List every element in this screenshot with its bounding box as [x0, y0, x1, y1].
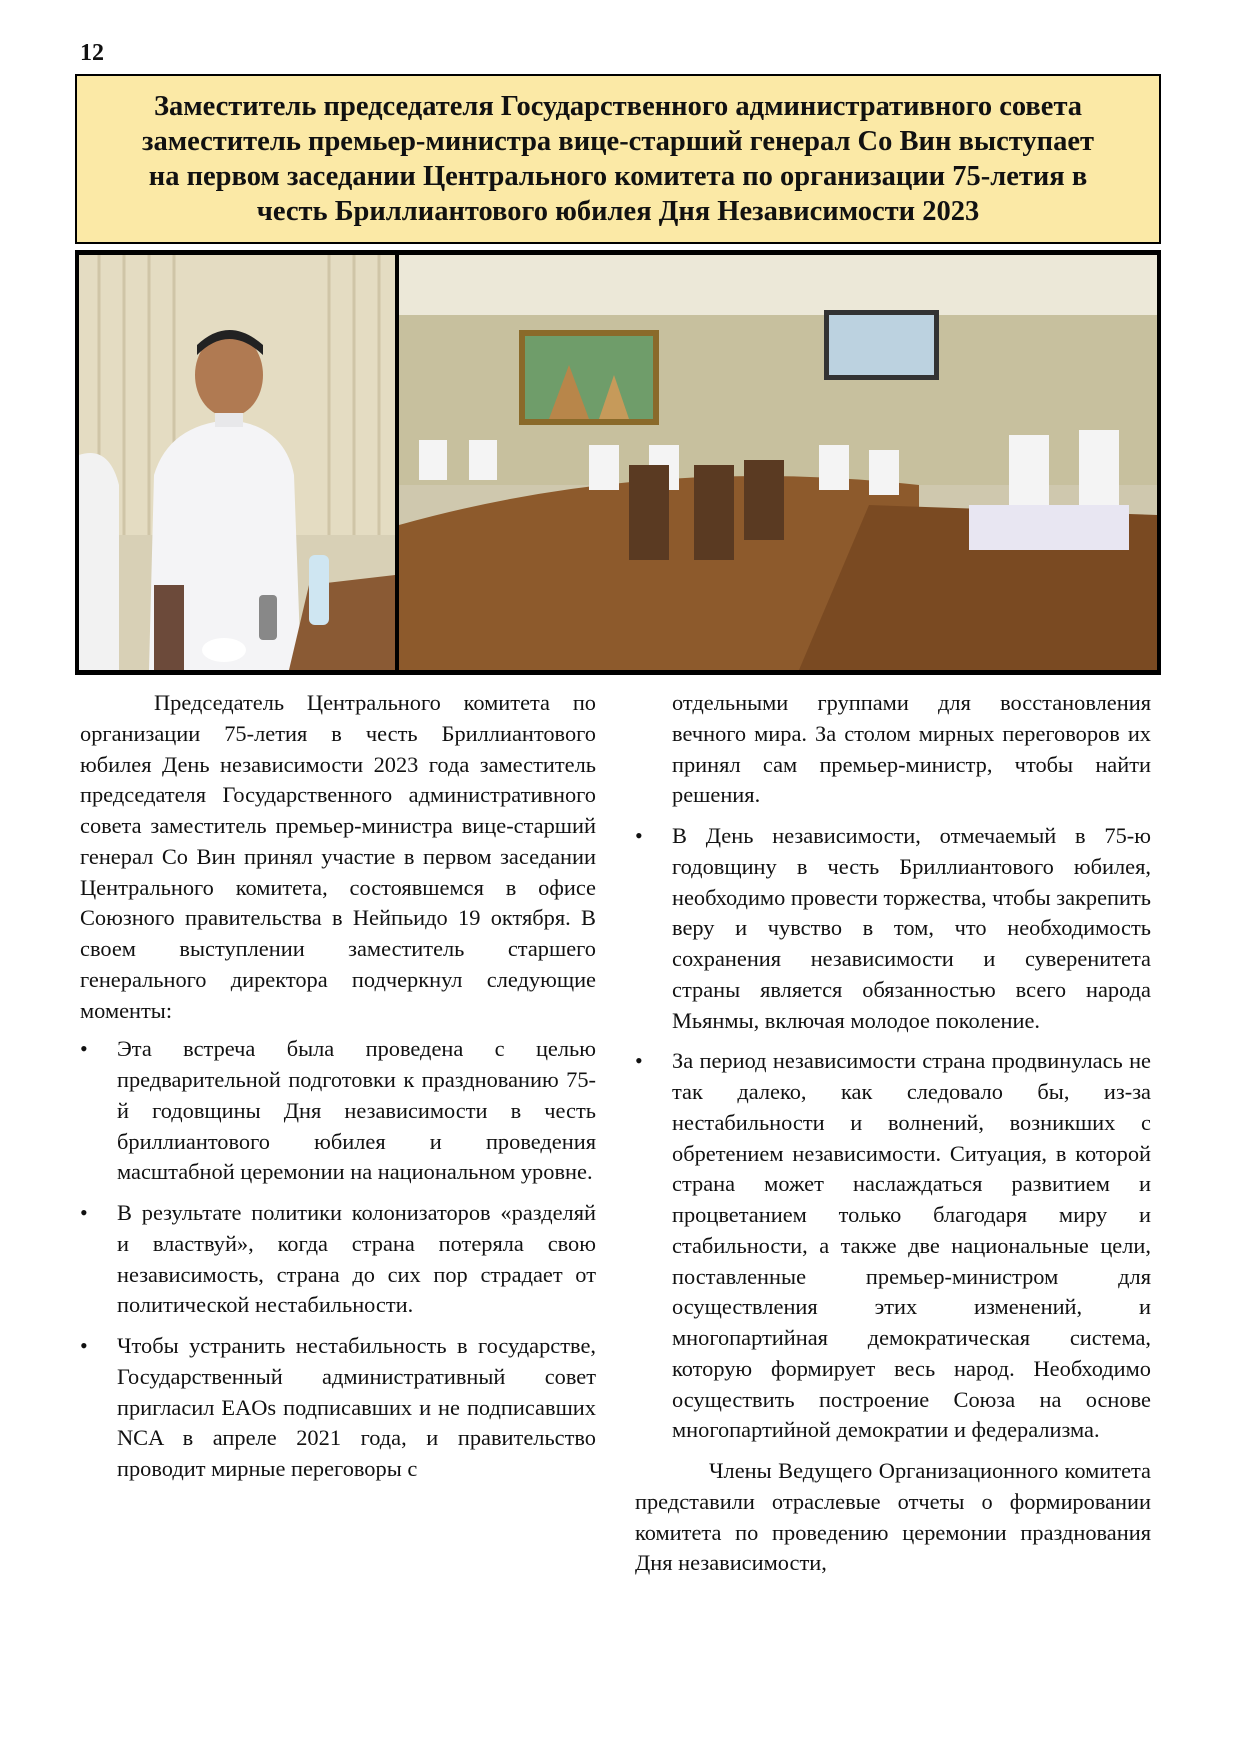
bullet-marker: •: [635, 1048, 643, 1074]
title-line: честь Бриллиантового юбилея Дня Независимости 2023: [256, 196, 980, 227]
title-line: Заместитель председателя Государственного административного совета: [153, 91, 1083, 122]
bullet-text: Эта встреча была проведена с целью предварительной подготовки к празднованию 75-й годовщины Дня независимости в честь бриллиантового юбилея и проведения масштабной церемонии на национальном уровне.: [117, 1036, 596, 1185]
page-number: 12: [80, 40, 104, 66]
bullet-text: В результате политики колонизаторов «разделяй и властвуй», когда страна потеряла свою независимость, страна до сих пор страдает от политической нестабильности.: [117, 1200, 596, 1318]
speaker-photo: [79, 255, 395, 670]
bullet-marker: •: [80, 1200, 88, 1225]
bullet-continuation: отдельными группами для восстановления вечного мира. За столом мирных переговоров их принял сам премьер-министр, чтобы найти решения.: [672, 690, 1151, 808]
title-line: заместитель премьер-министра вице-старший генерал Со Вин выступает: [142, 126, 1094, 157]
bullet-item: [635, 821, 1151, 1036]
bullet-text: За период независимости страна продвинулась не так далеко, как следовало бы, из-за нестабильности и волнений, возникших с обретением независимости. Ситуация, в которой страна может наслаждаться развитием и процветанием только благодаря миру и стабильности, а также две национальные цели, поставленные премьер-министром для осуществления этих изменений, и многопартийная демократическая система, которую формирует весь народ. Необходимо осуществить построение Союза на основе многопартийной демократии и федерализма.: [672, 1048, 1151, 1443]
intro-paragraph: Председатель Центрального комитета по организации 75-летия в честь Бриллиантового юбилея День независимости 2023 года заместитель председателя Государственного административного совета заместитель премьер-министра вице-старший генерал Со Вин принял участие в первом заседании Центрального комитета, состоявшемся в офисе Союзного правительства в Нейпьидо 19 октября. В своем выступлении заместитель старшего генерального директора подчеркнул следующие моменты:: [80, 690, 596, 1023]
meeting-room-photo: [399, 255, 1157, 670]
bullet-marker: •: [80, 1036, 88, 1062]
bullet-item: [635, 1046, 1151, 1446]
closing-paragraph: Члены Ведущего Организационного комитета представили отраслевые отчеты о формировании комитета по проведению церемонии празднования Дня независимости,: [635, 1458, 1151, 1576]
bullet-text: Чтобы устранить нестабильность в государстве, Государственный административный совет пригласил EAOs подписавших и не подписавших NCA в апреле 2021 года, и правительство проводит мирные переговоры с: [117, 1333, 596, 1481]
bullet-text: В День независимости, отмечаемый в 75-ю годовщину в честь Бриллиантового юбилея, необходимо провести торжества, чтобы закрепить веру и чувство в том, что необходимость сохранения независимости и суверенитета страны является обязанностью всего народа Мьянмы, включая молодое поколение.: [672, 823, 1151, 1033]
title-line: на первом заседании Центрального комитета по организации 75-летия в: [148, 161, 1088, 192]
bullet-marker: •: [635, 823, 643, 848]
bullet-item: [80, 1331, 596, 1485]
photo-strip: [75, 250, 1161, 675]
right-column: [635, 688, 1151, 1587]
bullet-item: [80, 1198, 596, 1321]
bullet-item: [80, 1034, 596, 1188]
left-column: [80, 688, 596, 1495]
article-title: [75, 74, 1161, 244]
bullet-marker: •: [80, 1333, 88, 1358]
